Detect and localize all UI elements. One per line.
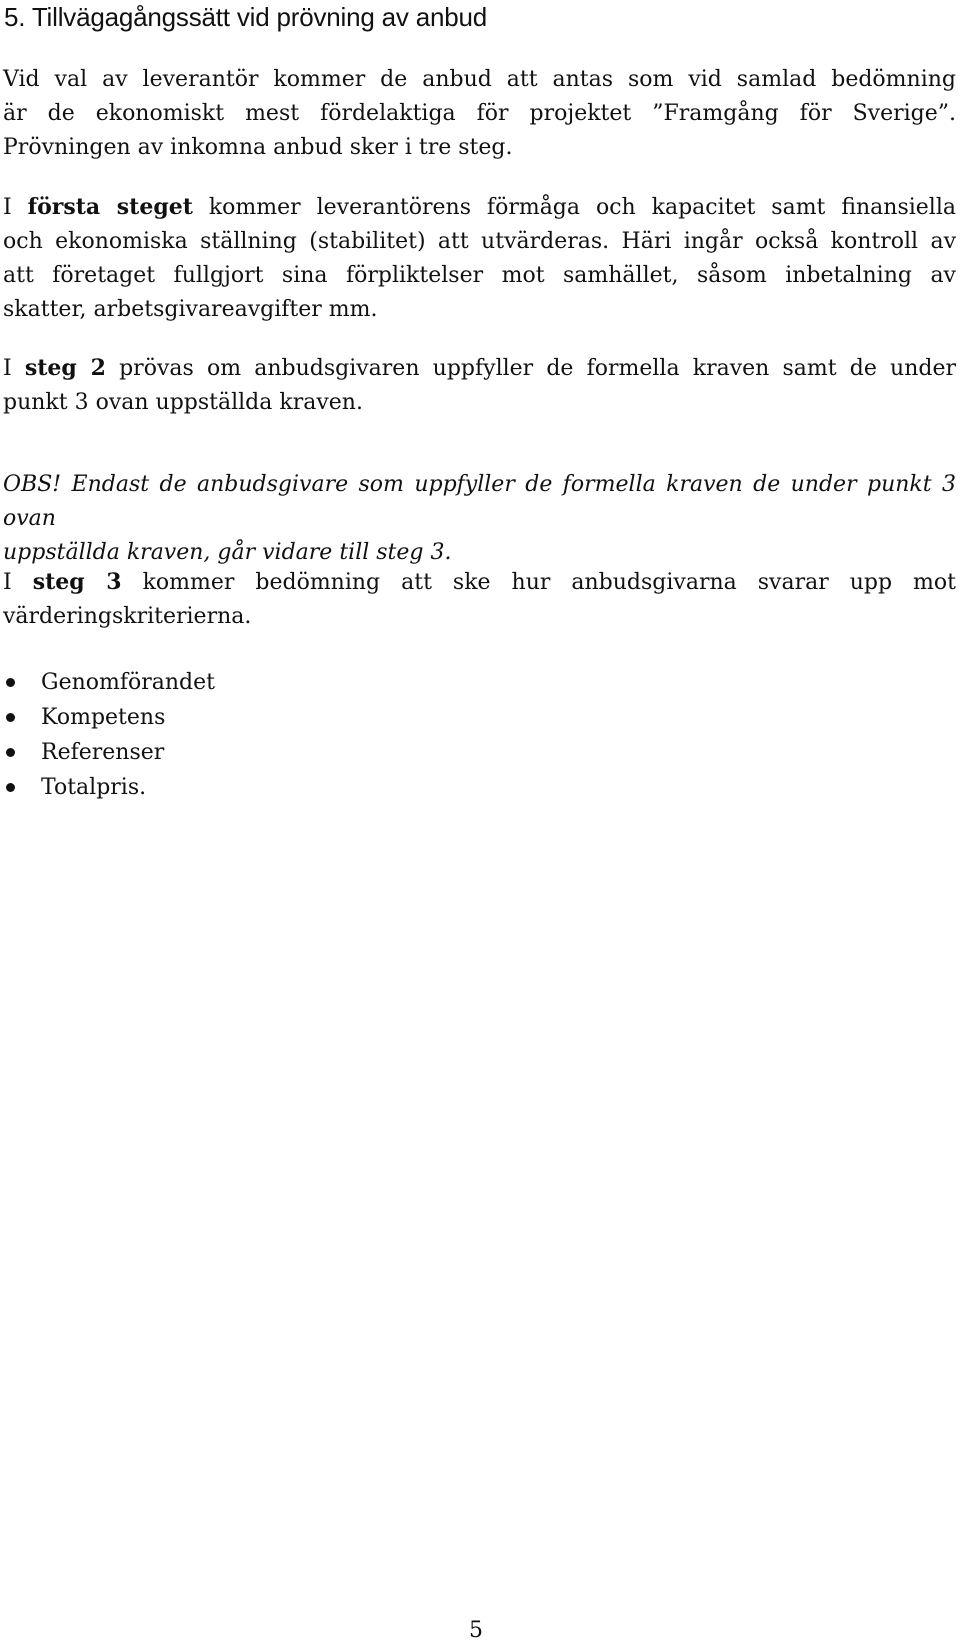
paragraph-line [3,351,956,386]
page-number: 5 [469,1618,483,1643]
bullet-icon [6,678,15,687]
bold-term: första steget [27,194,193,220]
list-item-label: Genomförandet [41,670,216,695]
paragraph-line: skatter, arbetsgivareavgifter mm. [3,297,378,322]
bullet-icon [6,748,15,757]
text-run: prövas om anbudsgivaren uppfyller de formella kraven samt de under [105,356,956,381]
paragraph-line [3,565,956,600]
paragraph-intro [3,63,956,165]
paragraph-step-1 [3,190,956,327]
paragraph-line: värderingskriterierna. [3,604,252,629]
paragraph-line [3,190,956,225]
bullet-icon [6,713,15,722]
paragraph-line: Vid val av leverantör kommer de anbud att antas som vid samlad bedömning [3,67,956,92]
paragraph-line: är de ekonomiskt mest fördelaktiga för projektet ”Framgång för Sverige”. [3,101,956,126]
paragraph-line: uppställda kraven, går vidare till steg 3. [3,540,452,565]
list-item-label: Referenser [41,740,165,765]
text-run: kommer bedömning att ske hur anbudsgivarna svarar upp mot [121,570,956,595]
criteria-list [0,665,215,805]
paragraph-obs-note [3,468,956,570]
paragraph-line: OBS! Endast de anbudsgivare som uppfyller de formella kraven de under punkt 3 ovan [3,472,956,531]
paragraph-line: och ekonomiska ställning (stabilitet) att utvärderas. Häri ingår också kontroll av [3,229,956,254]
text-run: I [3,195,28,220]
list-item [0,665,215,700]
list-item [0,735,215,770]
list-item [0,700,215,735]
paragraph-line: Prövningen av inkomna anbud sker i tre steg. [3,135,513,160]
list-item-label: Kompetens [41,705,166,730]
text-run: kommer leverantörens förmåga och kapacitet samt finansiella [192,195,957,220]
bullet-icon [6,783,15,792]
text-run: I [3,570,33,595]
section-heading: 5. Tillvägagångssätt vid prövning av anbud [4,2,488,32]
bold-term: steg 3 [32,569,122,595]
paragraph-line: punkt 3 ovan uppställda kraven. [3,390,363,415]
bold-term: steg 2 [24,355,106,381]
text-run: I [3,356,25,381]
list-item [0,770,215,805]
paragraph-step-3 [3,565,956,634]
list-item-label: Totalpris. [41,775,147,800]
paragraph-line: att företaget fullgjort sina förpliktelser mot samhället, såsom inbetalning av [3,263,956,288]
paragraph-step-2 [3,351,956,420]
